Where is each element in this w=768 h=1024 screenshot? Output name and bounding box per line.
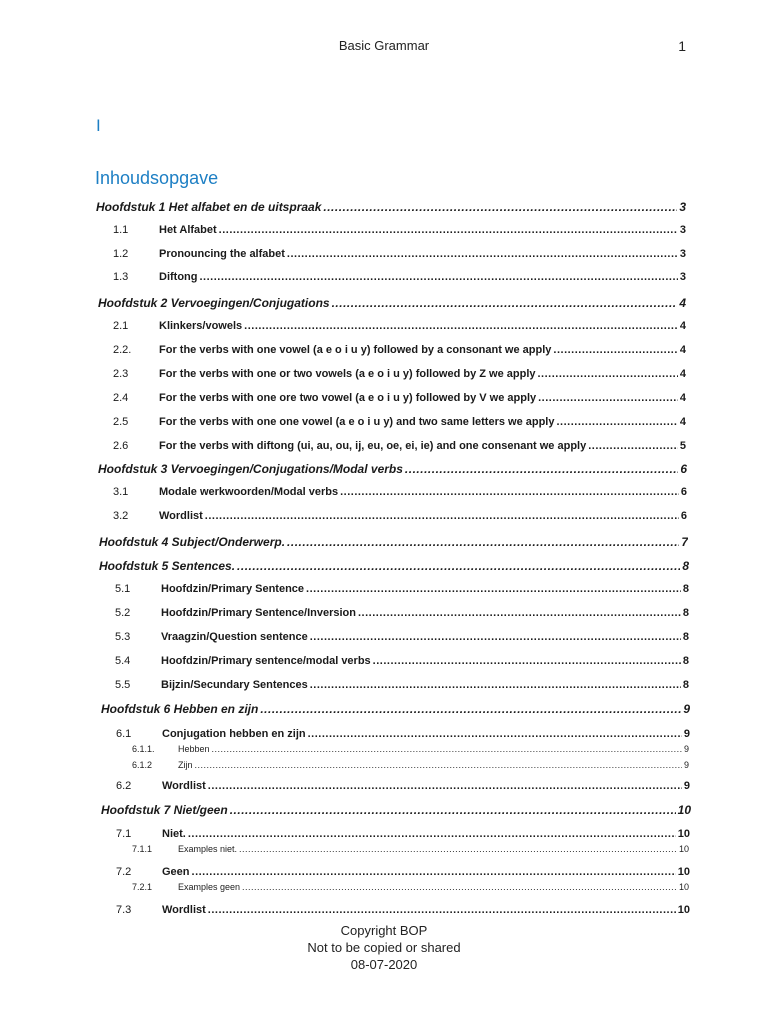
- toc-dot-leader: [199, 271, 677, 283]
- toc-entry-title: Hoofdstuk 6 Hebben en zijn: [101, 702, 259, 716]
- toc-dot-leader: [323, 200, 677, 214]
- toc-section-entry[interactable]: [113, 392, 686, 404]
- toc-dot-leader: [287, 535, 679, 549]
- toc-entry-title: Pronouncing the alfabet: [159, 248, 285, 260]
- toc-entry-title: For the verbs with diftong (ui, au, ou, ij, eu, oe, ei, ie) and one consenant we apply: [159, 440, 587, 452]
- toc-dot-leader: [310, 631, 681, 643]
- toc-section-entry[interactable]: [113, 320, 686, 332]
- toc-section-entry[interactable]: [116, 780, 690, 792]
- toc-entry-title: For the verbs with one one vowel (a e o i u y) and two same letters we apply: [159, 416, 555, 428]
- toc-section-entry[interactable]: [113, 440, 686, 452]
- toc-entry-page: 8: [682, 583, 689, 595]
- toc-entry-page: 10: [677, 803, 691, 817]
- toc-entry-number: 1.1: [113, 224, 129, 236]
- toc-entry-number: 5.5: [115, 679, 131, 691]
- toc-entry-title: Hoofdzin/Primary sentence/modal verbs: [161, 655, 371, 667]
- toc-entry-title: Niet.: [162, 828, 186, 840]
- toc-entry-page: 8: [682, 559, 689, 573]
- toc-entry-title: Hoofdstuk 2 Vervoegingen/Conjugations: [98, 296, 330, 310]
- toc-entry-number: 3.2: [113, 510, 129, 522]
- toc-entry-page: 10: [678, 882, 689, 892]
- toc-dot-leader: [588, 440, 678, 452]
- page-number: 1: [678, 38, 686, 54]
- toc-entry-title: Wordlist: [162, 780, 206, 792]
- toc-entry-page: 3: [679, 248, 686, 260]
- toc-entry-number: 7.1.1: [132, 844, 153, 854]
- toc-entry-title: Het Alfabet: [159, 224, 217, 236]
- toc-chapter-entry[interactable]: [96, 200, 686, 214]
- toc-entry-number: 5.1: [115, 583, 131, 595]
- toc-dot-leader: [332, 296, 678, 310]
- toc-entry-title: Examples niet.: [178, 844, 238, 854]
- toc-entry-number: 6.1: [116, 728, 132, 740]
- toc-dot-leader: [538, 392, 678, 404]
- toc-section-entry[interactable]: [113, 271, 686, 283]
- toc-dot-leader: [212, 744, 682, 754]
- toc-entry-number: 7.2: [116, 866, 132, 878]
- toc-entry-page: 9: [683, 728, 690, 740]
- toc-entry-number: 2.5: [113, 416, 129, 428]
- toc-entry-number: 3.1: [113, 486, 129, 498]
- toc-entry-number: 2.3: [113, 368, 129, 380]
- toc-entry-page: 10: [677, 828, 690, 840]
- toc-section-entry[interactable]: [113, 486, 687, 498]
- toc-dot-leader: [373, 655, 681, 667]
- toc-entry-page: 9: [683, 760, 689, 770]
- toc-entry-page: 9: [683, 780, 690, 792]
- toc-entry-number: 1.3: [113, 271, 129, 283]
- toc-entry-page: 4: [679, 320, 686, 332]
- toc-entry-page: 7: [681, 535, 688, 549]
- toc-section-entry[interactable]: [113, 224, 686, 236]
- toc-section-entry[interactable]: [113, 510, 687, 522]
- toc-entry-title: Diftong: [159, 271, 198, 283]
- toc-entry-title: Hoofdstuk 4 Subject/Onderwerp.: [99, 535, 286, 549]
- toc-chapter-entry[interactable]: [99, 535, 688, 549]
- toc-entry-page: 4: [679, 368, 686, 380]
- toc-dot-leader: [308, 728, 682, 740]
- toc-entry-title: Wordlist: [162, 904, 206, 916]
- toc-section-entry[interactable]: [115, 583, 689, 595]
- toc-entry-number: 7.2.1: [132, 882, 153, 892]
- toc-entry-title: Hoofdzin/Primary Sentence: [161, 583, 305, 595]
- toc-entry-title: Hebben: [178, 744, 210, 754]
- toc-section-entry[interactable]: [115, 679, 689, 691]
- toc-entry-title: Wordlist: [159, 510, 203, 522]
- toc-entry-number: 2.2.: [113, 344, 132, 356]
- toc-entry-page: 10: [677, 904, 690, 916]
- toc-dot-leader: [260, 702, 681, 716]
- toc-section-entry[interactable]: [116, 866, 690, 878]
- toc-dot-leader: [244, 320, 678, 332]
- toc-chapter-entry[interactable]: [98, 462, 687, 476]
- toc-entry-number: 7.3: [116, 904, 132, 916]
- toc-section-entry[interactable]: [116, 904, 690, 916]
- toc-entry-page: 4: [679, 392, 686, 404]
- toc-entry-number: 5.4: [115, 655, 131, 667]
- toc-entry-number: 1.2: [113, 248, 129, 260]
- toc-chapter-entry[interactable]: [101, 803, 691, 817]
- toc-dot-leader: [188, 828, 676, 840]
- toc-dot-leader: [242, 882, 677, 892]
- toc-entry-title: Modale werkwoorden/Modal verbs: [159, 486, 339, 498]
- toc-entry-number: 2.6: [113, 440, 129, 452]
- toc-entry-page: 3: [679, 271, 686, 283]
- toc-entry-page: 5: [679, 440, 686, 452]
- toc-entry-page: 4: [679, 296, 686, 310]
- toc-entry-title: Hoofdstuk 3 Vervoegingen/Conjugations/Modal verbs: [98, 462, 403, 476]
- footer-date: 08-07-2020: [350, 957, 418, 972]
- footer-notice: Not to be copied or shared: [307, 940, 461, 955]
- toc-entry-page: 9: [683, 702, 690, 716]
- toc-entry-title: For the verbs with one vowel (a e o i u y) followed by a consonant we apply: [159, 344, 552, 356]
- toc-dot-leader: [237, 559, 680, 573]
- toc-entry-title: Zijn: [178, 760, 193, 770]
- toc-entry-page: 4: [679, 416, 686, 428]
- toc-dot-leader: [195, 760, 682, 770]
- toc-entry-page: 6: [680, 510, 687, 522]
- toc-entry-page: 9: [683, 744, 689, 754]
- toc-entry-number: 2.4: [113, 392, 129, 404]
- toc-dot-leader: [306, 583, 681, 595]
- toc-dot-leader: [340, 486, 679, 498]
- toc-dot-leader: [287, 248, 678, 260]
- toc-entry-page: 10: [678, 844, 689, 854]
- toc-section-entry[interactable]: [116, 828, 690, 840]
- toc-entry-title: Geen: [162, 866, 190, 878]
- toc-subsection-entry[interactable]: [132, 744, 689, 754]
- section-marker: I: [96, 116, 101, 135]
- toc-entry-page: 4: [679, 344, 686, 356]
- toc-entry-number: 2.1: [113, 320, 129, 332]
- toc-dot-leader: [192, 866, 676, 878]
- footer-copyright: Copyright BOP: [340, 923, 428, 938]
- toc-entry-number: 5.2: [115, 607, 131, 619]
- toc-heading: Inhoudsopgave: [95, 168, 219, 188]
- toc-subsection-entry[interactable]: [132, 882, 689, 892]
- toc-dot-leader: [405, 462, 678, 476]
- toc-chapter-entry[interactable]: [99, 559, 689, 573]
- document-title: Basic Grammar: [338, 38, 430, 53]
- toc-dot-leader: [208, 904, 676, 916]
- toc-entry-title: Bijzin/Secundary Sentences: [161, 679, 308, 691]
- toc-entry-number: 6.1.1.: [132, 744, 155, 754]
- toc-entry-title: For the verbs with one or two vowels (a e o i u y) followed by Z we apply: [159, 368, 536, 380]
- toc-section-entry[interactable]: [115, 631, 689, 643]
- toc-dot-leader: [239, 844, 677, 854]
- toc-entry-page: 8: [682, 607, 689, 619]
- toc-entry-page: 6: [680, 462, 687, 476]
- toc-dot-leader: [208, 780, 682, 792]
- toc-dot-leader: [553, 344, 677, 356]
- toc-entry-number: 6.2: [116, 780, 132, 792]
- toc-entry-page: 8: [682, 631, 689, 643]
- toc-dot-leader: [538, 368, 678, 380]
- toc-entry-page: 8: [682, 655, 689, 667]
- toc-chapter-entry[interactable]: [101, 702, 690, 716]
- toc-entry-page: 8: [682, 679, 689, 691]
- toc-section-entry[interactable]: [113, 344, 686, 356]
- toc-section-entry[interactable]: [115, 607, 689, 619]
- toc-entry-title: Hoofdstuk 1 Het alfabet en de uitspraak: [96, 200, 322, 214]
- toc-entry-title: Hoofdstuk 5 Sentences.: [99, 559, 236, 573]
- toc-dot-leader: [230, 803, 676, 817]
- toc-dot-leader: [310, 679, 681, 691]
- toc-dot-leader: [205, 510, 679, 522]
- toc-entry-title: Conjugation hebben en zijn: [162, 728, 306, 740]
- toc-entry-page: 3: [679, 224, 686, 236]
- toc-entry-page: 10: [677, 866, 690, 878]
- toc-entry-title: Examples geen: [178, 882, 241, 892]
- toc-subsection-entry[interactable]: [132, 760, 689, 770]
- toc-entry-page: 3: [679, 200, 686, 214]
- toc-subsection-entry[interactable]: [132, 844, 689, 854]
- toc-section-entry[interactable]: [115, 655, 689, 667]
- toc-entry-title: Klinkers/vowels: [159, 320, 243, 332]
- toc-entry-number: 5.3: [115, 631, 131, 643]
- toc-dot-leader: [219, 224, 678, 236]
- toc-section-entry[interactable]: [113, 368, 686, 380]
- toc-entry-title: Vraagzin/Question sentence: [161, 631, 308, 643]
- toc-entry-title: For the verbs with one ore two vowel (a e o i u y) followed by V we apply: [159, 392, 537, 404]
- toc-entry-number: 6.1.2: [132, 760, 153, 770]
- toc-entry-page: 6: [680, 486, 687, 498]
- toc-dot-leader: [556, 416, 677, 428]
- toc-chapter-entry[interactable]: [98, 296, 686, 310]
- toc-section-entry[interactable]: [113, 416, 686, 428]
- toc-section-entry[interactable]: [113, 248, 686, 260]
- toc-entry-title: Hoofdstuk 7 Niet/geen: [101, 803, 228, 817]
- toc-entry-number: 7.1: [116, 828, 132, 840]
- page-footer: [0, 922, 768, 973]
- toc-dot-leader: [358, 607, 681, 619]
- toc-entry-title: Hoofdzin/Primary Sentence/Inversion: [161, 607, 356, 619]
- toc-section-entry[interactable]: [116, 728, 690, 740]
